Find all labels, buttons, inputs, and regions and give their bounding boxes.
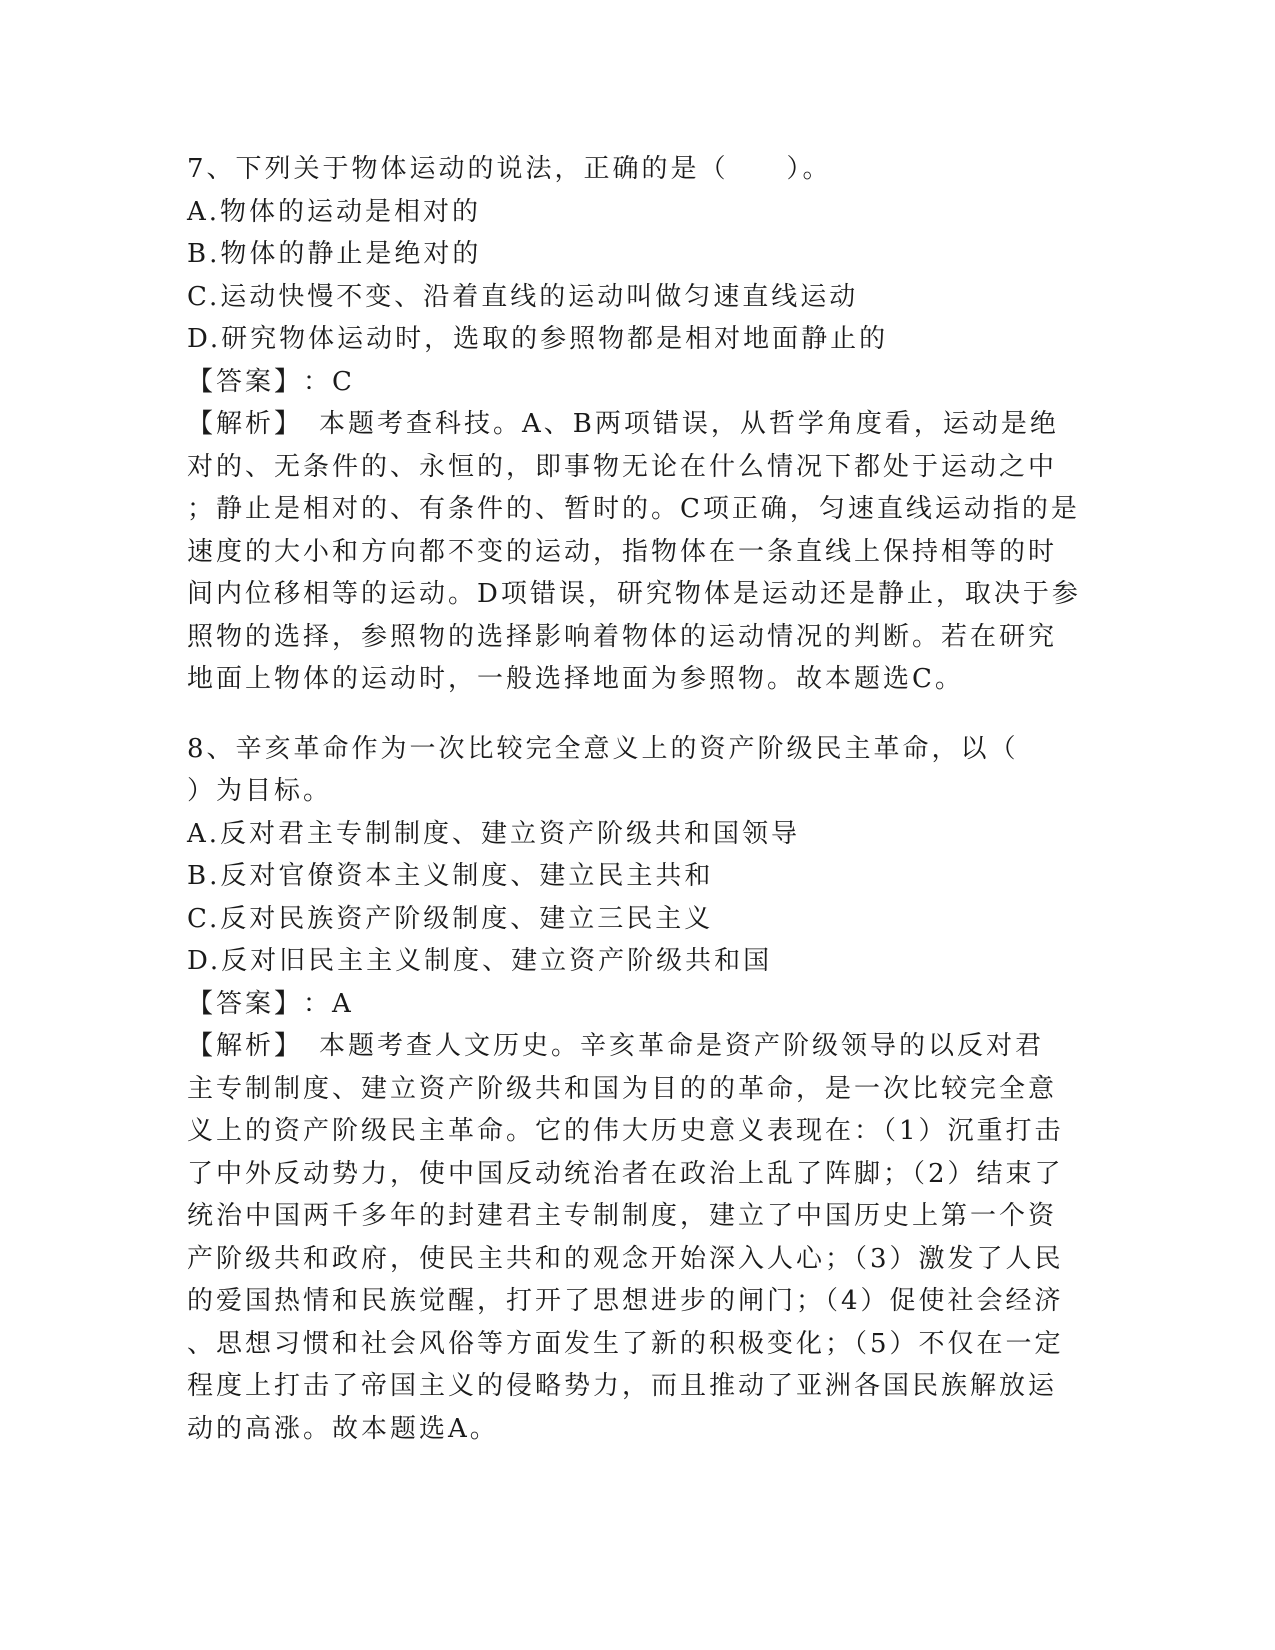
analysis-line: 对的、无条件的、永恒的，即事物无论在什么情况下都处于运动之中: [187, 451, 1058, 482]
analysis-line: 了中外反动势力，使中国反动统治者在政治上乱了阵脚；（2）结束了: [187, 1158, 1064, 1189]
analysis-line: 间内位移相等的运动。D项错误，研究物体是运动还是静止，取决于参: [187, 579, 1081, 609]
analysis-line: 统治中国两千多年的封建君主专制制度，建立了中国历史上第一个资: [187, 1201, 1058, 1231]
document-page: [187, 148, 1087, 1450]
option-a: A.反对君主专制制度、建立资产阶级共和国领导: [187, 818, 801, 849]
analysis-line: 速度的大小和方向都不变的运动，指物体在一条直线上保持相等的时: [187, 536, 1058, 567]
option-d: D.研究物体运动时，选取的参照物都是相对地面静止的: [187, 324, 889, 354]
option-b: B.反对官僚资本主义制度、建立民主共和: [187, 861, 714, 891]
question-stem: 8、辛亥革命作为一次比较完全意义上的资产阶级民主革命，以（: [187, 733, 1019, 764]
analysis-line: 【解析】 本题考查科技。A、B两项错误，从哲学角度看，运动是绝: [187, 409, 1059, 439]
answer-label: 【答案】: [187, 366, 304, 397]
analysis-line: 动的高涨。故本题选A。: [187, 1413, 499, 1444]
option-c: C.运动快慢不变、沿着直线的运动叫做匀速直线运动: [187, 281, 859, 312]
option-b: B.物体的静止是绝对的: [187, 239, 482, 269]
option-a: A.物体的运动是相对的: [187, 196, 482, 227]
answer-line: [187, 983, 1087, 1026]
analysis-line: 义上的资产阶级民主革命。它的伟大历史意义表现在：（1）沉重打击: [187, 1116, 1064, 1146]
analysis-line: 【解析】 本题考查人文历史。辛亥革命是资产阶级领导的以反对君: [187, 1031, 1045, 1061]
question-7: [187, 148, 1087, 701]
analysis-line: 的爱国热情和民族觉醒，打开了思想进步的闸门；（4）促使社会经济: [187, 1286, 1064, 1316]
question-stem-cont: ）为目标。: [187, 776, 333, 806]
analysis-line: 照物的选择，参照物的选择影响着物体的运动情况的判断。若在研究: [187, 621, 1058, 652]
answer-line: [187, 361, 1087, 404]
answer-value: ：C: [303, 366, 355, 397]
analysis-line: 程度上打击了帝国主义的侵略势力，而且推动了亚洲各国民族解放运: [187, 1371, 1058, 1401]
option-c: C.反对民族资产阶级制度、建立三民主义: [187, 903, 714, 934]
question-8: [187, 728, 1087, 1451]
question-spacer: [187, 701, 1087, 728]
analysis-line: ；静止是相对的、有条件的、暂时的。C项正确，匀速直线运动指的是: [187, 494, 1080, 524]
answer-value: ：A: [303, 988, 354, 1019]
analysis-line: 地面上物体的运动时，一般选择地面为参照物。故本题选C。: [187, 664, 964, 694]
analysis-line: 、思想习惯和社会风俗等方面发生了新的积极变化；（5）不仅在一定: [187, 1328, 1064, 1359]
option-d: D.反对旧民主主义制度、建立资产阶级共和国: [187, 946, 773, 976]
analysis-line: 产阶级共和政府，使民主共和的观念开始深入人心；（3）激发了人民: [187, 1243, 1064, 1274]
answer-label: 【答案】: [187, 988, 304, 1019]
question-stem: 7、下列关于物体运动的说法，正确的是（ ）。: [187, 154, 832, 184]
analysis-line: 主专制制度、建立资产阶级共和国为目的的革命，是一次比较完全意: [187, 1073, 1058, 1104]
